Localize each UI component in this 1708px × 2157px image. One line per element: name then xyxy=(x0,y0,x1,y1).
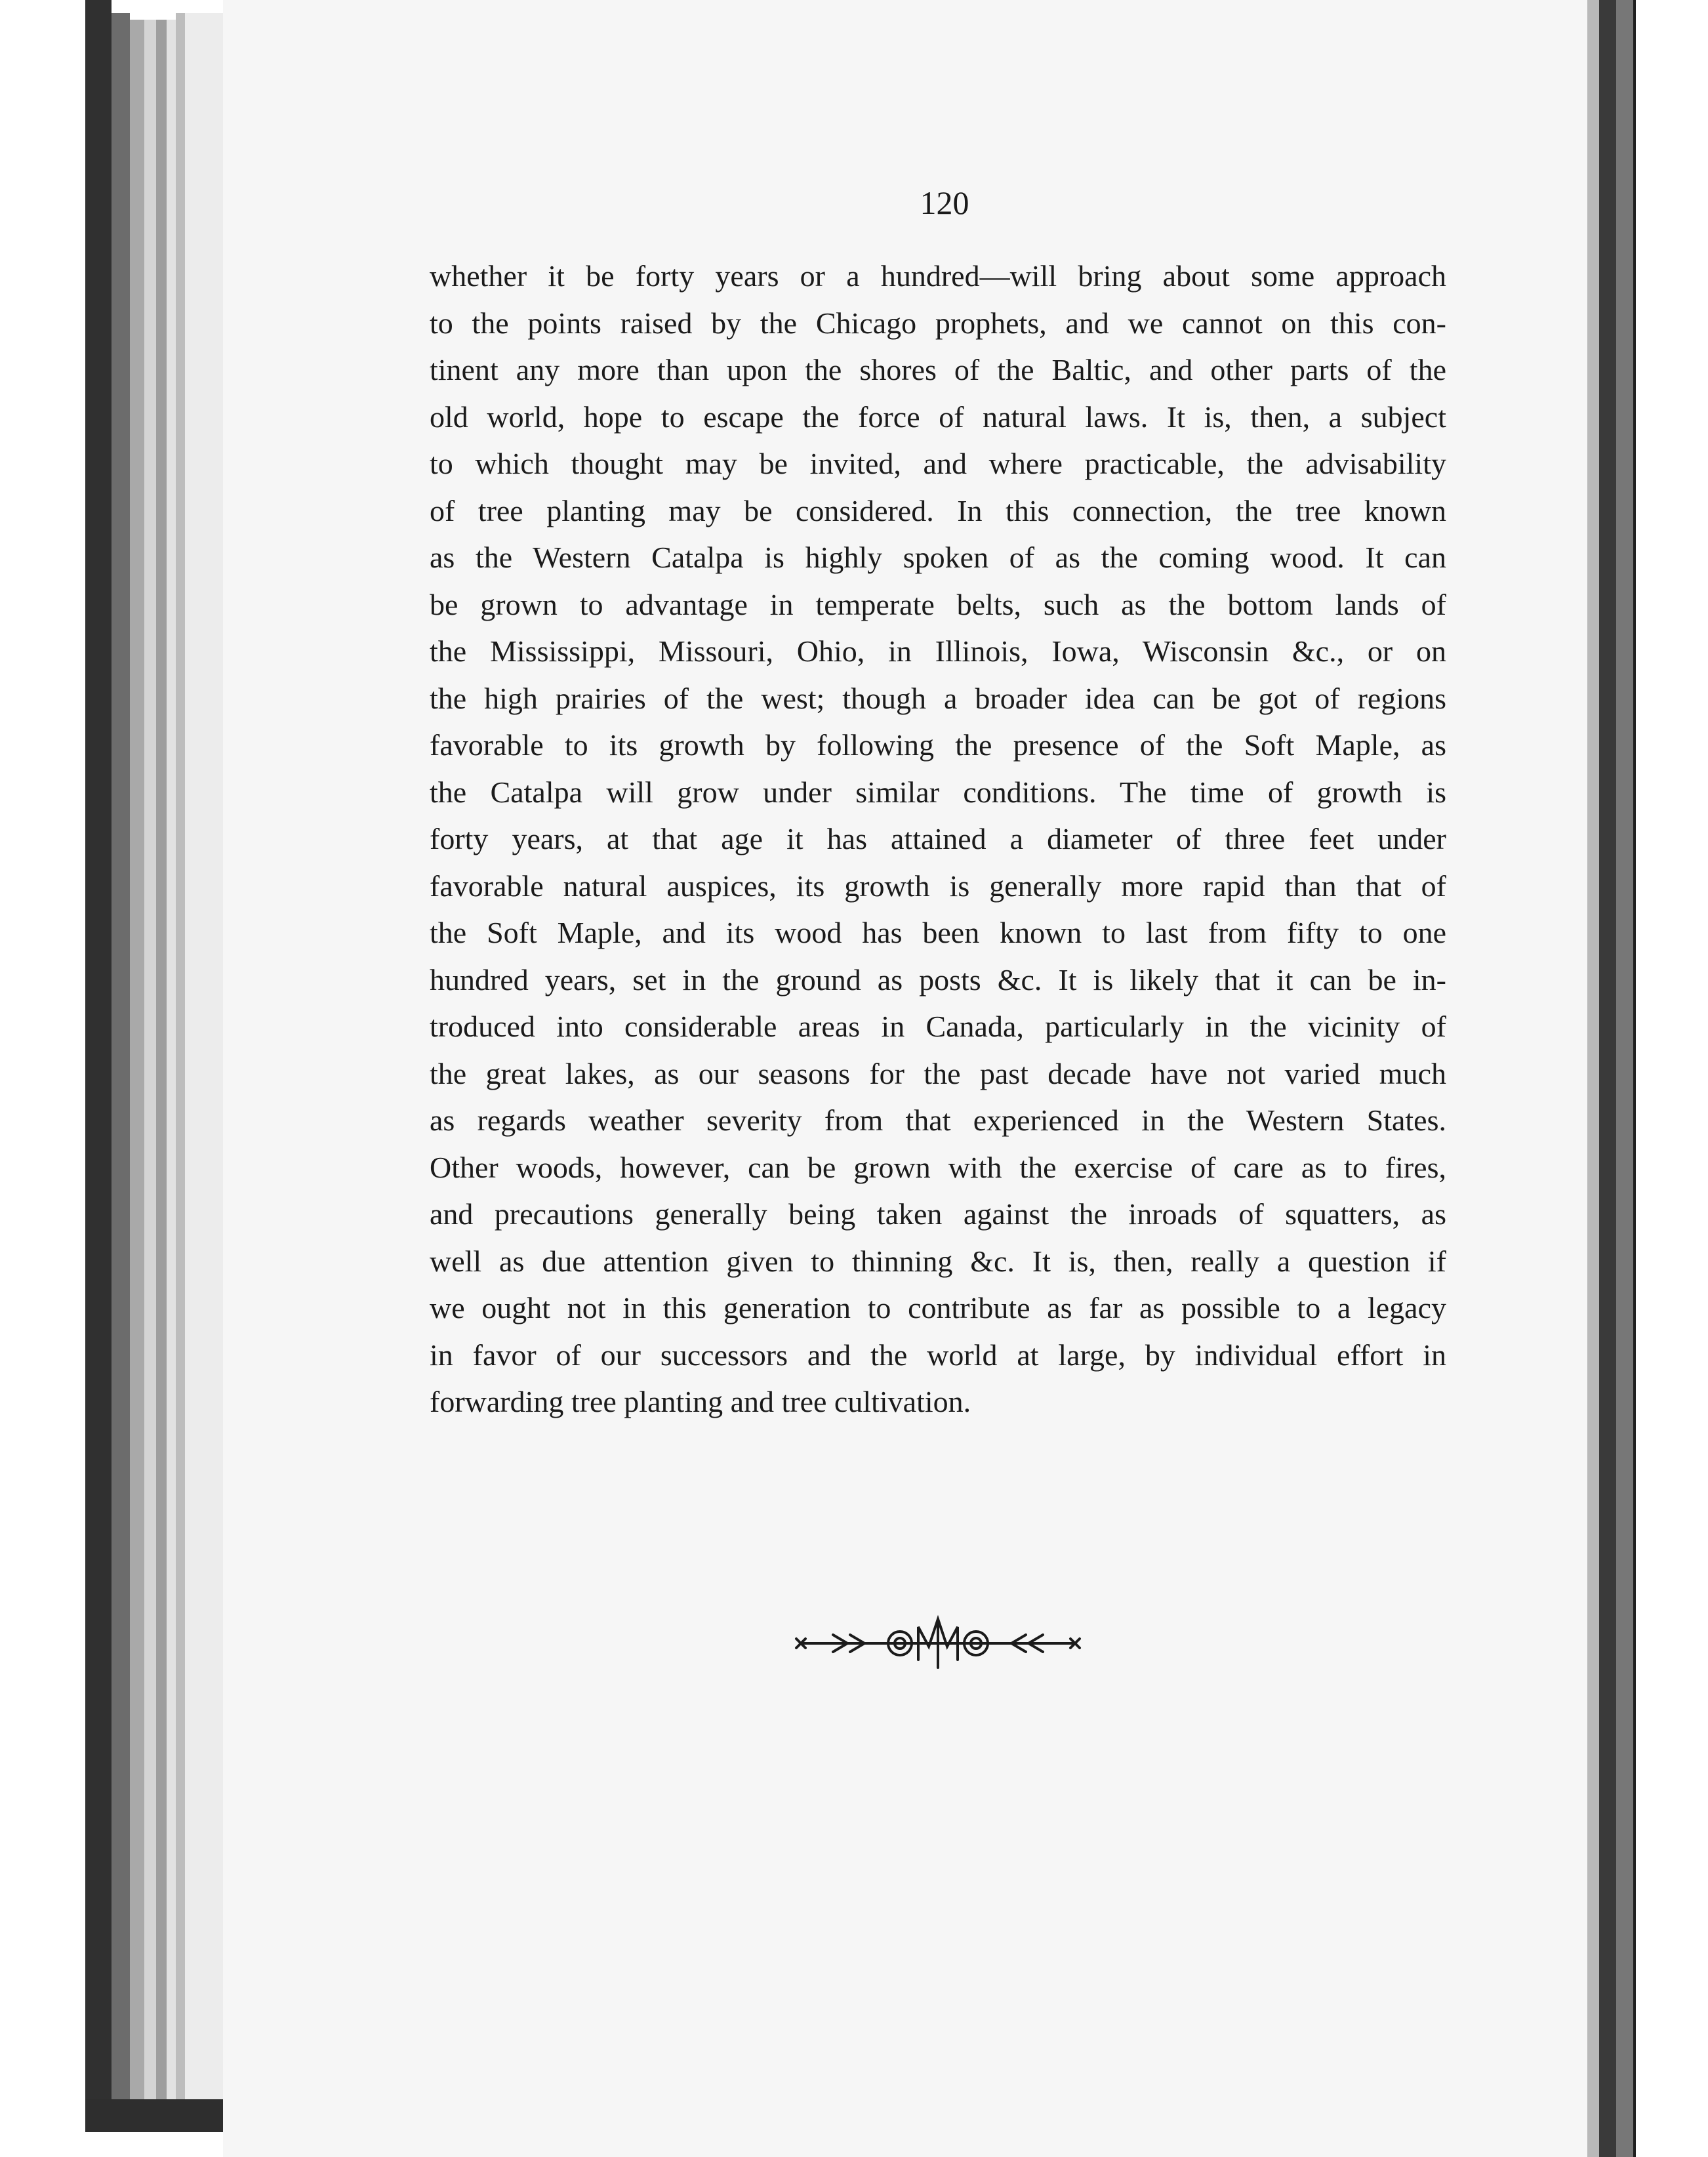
text-line: the Catalpa will grow under similar conditions. The time of growth is xyxy=(430,775,1446,809)
text-line: of tree planting may be considered. In this connection, the tree known xyxy=(430,493,1446,527)
page-number: 120 xyxy=(920,184,969,221)
text-line: old world, hope to escape the force of natural laws. It is, then, a subject xyxy=(430,400,1446,434)
book-right-edge xyxy=(1587,0,1708,2157)
text-line: tinent any more than upon the shores of the Baltic, and other parts of the xyxy=(430,353,1446,386)
text-line: the high prairies of the west; though a broader idea can be got of regions xyxy=(430,681,1446,715)
text-line: forty years, at that age it has attained a diameter of three feet under xyxy=(430,822,1446,855)
text-line: we ought not in this generation to contribute as far as possible to a legacy xyxy=(430,1291,1446,1325)
text-line: favorable natural auspices, its growth is generally more rapid than that of xyxy=(430,869,1446,903)
text-line: well as due attention given to thinning &c. It is, then, really a question if xyxy=(430,1244,1446,1278)
text-line: to which thought may be invited, and where practicable, the advisability xyxy=(430,447,1446,480)
ornament-icon xyxy=(787,1614,1089,1673)
text-line: Other woods, however, can be grown with the exercise of care as to fires, xyxy=(430,1150,1446,1184)
text-line: whether it be forty years or a hundred—will bring about some approach xyxy=(430,259,1446,293)
text-line: favorable to its growth by following the presence of the Soft Maple, as xyxy=(430,728,1446,762)
text-line: be grown to advantage in temperate belts, such as the bottom lands of xyxy=(430,587,1446,621)
body-text xyxy=(430,253,1446,1426)
text-line: the Soft Maple, and its wood has been known to last from fifty to one xyxy=(430,916,1446,949)
text-line: as the Western Catalpa is highly spoken of as the coming wood. It can xyxy=(430,541,1446,574)
text-line: in favor of our successors and the world at large, by individual effort in xyxy=(430,1338,1446,1372)
text-line: as regards weather severity from that experienced in the Western States. xyxy=(430,1103,1446,1137)
text-line: and precautions generally being taken against the inroads of squatters, as xyxy=(430,1197,1446,1231)
text-line: hundred years, set in the ground as posts &c. It is likely that it can be in- xyxy=(430,962,1446,996)
text-line: to the points raised by the Chicago prophets, and we cannot on this con- xyxy=(430,306,1446,340)
text-line: forwarding tree planting and tree cultivation. xyxy=(430,1385,971,1418)
text-line: troduced into considerable areas in Canada, particularly in the vicinity of xyxy=(430,1010,1446,1043)
text-line: the Mississippi, Missouri, Ohio, in Illinois, Iowa, Wisconsin &c., or on xyxy=(430,634,1446,668)
book-left-page-edges xyxy=(0,0,223,2157)
text-line: the great lakes, as our seasons for the past decade have not varied much xyxy=(430,1056,1446,1090)
